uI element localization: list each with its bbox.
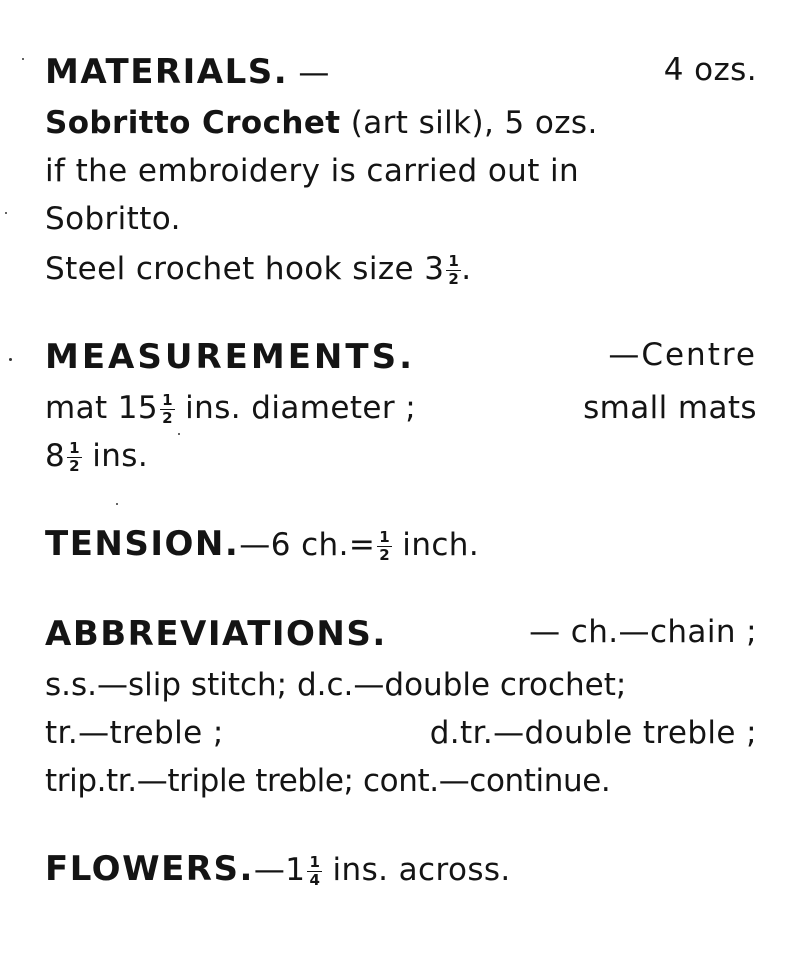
measurements-rest: —Centre	[608, 336, 757, 373]
fraction-numerator: 1	[162, 390, 173, 409]
materials-line-1	[45, 46, 757, 99]
flowers-line	[45, 843, 757, 896]
measurements-line-1	[45, 331, 757, 384]
tension-section	[45, 518, 757, 571]
abbreviations-line-2: s.s.—slip stitch; d.c.—double crochet;	[45, 667, 627, 704]
flowers-fraction	[307, 855, 322, 888]
materials-yarn: Sobritto Crochet	[45, 104, 341, 141]
materials-section	[45, 46, 757, 293]
materials-yarn-rest: (art silk), 5 ozs.	[340, 104, 598, 141]
fraction-numerator: 1	[309, 853, 321, 872]
scan-speck	[5, 212, 7, 214]
measurements-line-2	[45, 384, 757, 432]
flowers-across: ins. across.	[322, 852, 511, 889]
tension-fraction	[377, 527, 392, 564]
flowers-section	[45, 843, 757, 896]
measurements-small-mats: small mats	[583, 389, 757, 426]
measurements-section	[45, 331, 757, 480]
abbreviations-double-treble: d.tr.—double treble ;	[429, 715, 757, 752]
tension-heading: TENSION.	[45, 523, 240, 564]
abbreviations-chain: — ch.—chain ;	[529, 614, 757, 651]
abbreviations-heading: ABBREVIATIONS.	[45, 614, 387, 655]
scan-speck	[22, 58, 24, 60]
fraction-denominator: 2	[448, 269, 460, 288]
fraction-denominator: 2	[379, 545, 391, 564]
tension-inch: inch.	[392, 526, 480, 563]
small-size-fraction	[67, 438, 82, 475]
fraction-numerator: 1	[69, 438, 80, 457]
measurements-ins: ins.	[81, 437, 149, 474]
measurements-mat-size: mat 15	[45, 389, 159, 426]
fraction-denominator: 4	[309, 871, 321, 890]
abbreviations-treble: tr.—treble ;	[45, 715, 224, 752]
tension-line	[45, 518, 757, 571]
measurements-line-3	[45, 432, 757, 480]
materials-dash: —	[288, 55, 330, 91]
materials-hook-line	[45, 245, 757, 293]
abbreviations-line-1	[45, 608, 757, 661]
measurements-diameter: ins. diameter ;	[174, 389, 417, 426]
measurements-small-size: 8	[45, 437, 66, 474]
flowers-rest: —1	[253, 852, 306, 889]
flowers-heading: FLOWERS.	[45, 849, 254, 890]
abbreviations-line-4: trip.tr.—triple treble; cont.—continue.	[45, 763, 611, 800]
tension-rest: —6 ch.=	[239, 526, 376, 563]
fraction-numerator: 1	[448, 251, 460, 270]
fraction-denominator: 2	[69, 456, 80, 475]
measurements-heading: MEASUREMENTS.	[45, 336, 415, 377]
abbreviations-line-3	[45, 709, 757, 757]
materials-hook-text: Steel crochet hook size 3	[45, 250, 445, 287]
materials-line-2	[45, 99, 757, 147]
abbreviations-section	[45, 608, 757, 805]
materials-heading: MATERIALS.	[45, 52, 289, 92]
materials-line-3: if the embroidery is carried out in	[45, 152, 580, 189]
document-page	[45, 46, 757, 896]
hook-size-fraction	[446, 251, 461, 288]
fraction-denominator: 2	[162, 408, 173, 427]
materials-line-4: Sobritto.	[45, 200, 181, 237]
materials-hook-end: .	[461, 250, 472, 287]
materials-qty: 4 ozs.	[663, 52, 757, 88]
scan-speck	[9, 358, 12, 361]
mat-size-fraction	[160, 390, 175, 427]
fraction-numerator: 1	[379, 527, 391, 546]
